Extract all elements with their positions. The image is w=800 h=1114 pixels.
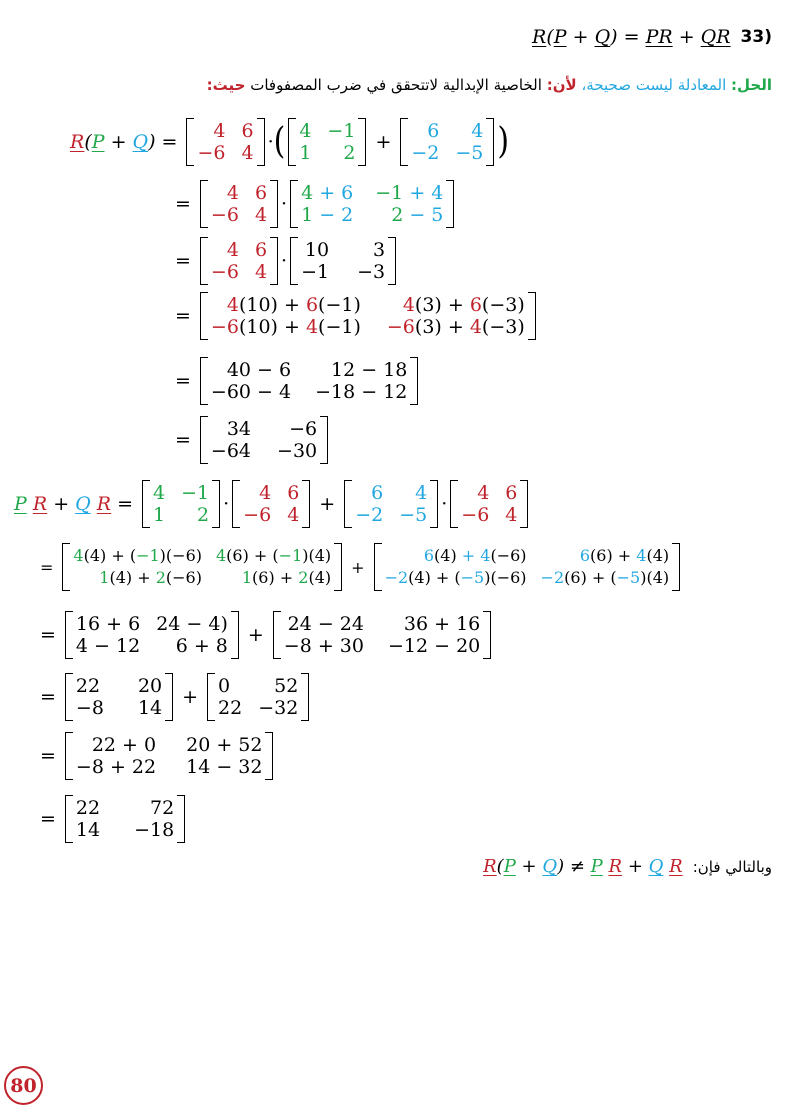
- problem-equation: R(P + Q) = PR + QR: [532, 26, 731, 48]
- conclusion-relation: R(P + Q) ≠ P R + Q R: [483, 856, 683, 877]
- solution-statement: [207, 76, 772, 94]
- solution-statement-text: المعادلة ليست صحيحة،: [581, 76, 727, 94]
- problem-header: [532, 26, 772, 48]
- matrix-Q: 6 4 −2 −5: [400, 118, 494, 166]
- conclusion: [483, 856, 772, 877]
- matrix-P: 4 −1 1 2: [288, 118, 366, 166]
- matrix-R: 4 6 −6 4: [186, 118, 264, 166]
- lhs-step-3: = 4 6 −6 4 · 10 3 −1 −3: [175, 237, 399, 285]
- lhs-step-4: = 4(10) + 6(−1) 4(3) + 6(−3) −6(10) + 4(−1) −6(3) + 4(−3): [175, 292, 539, 340]
- page-number-badge: [4, 1066, 43, 1105]
- reason-text: الخاصية الإبدالية لاتتحقق في ضرب المصفوفات: [250, 76, 542, 94]
- rhs-step-1: P R + Q R = 4 −1 1 2 · 4 6 −6 4 + 6 4 −2 −5 · 4 6 −6 4: [14, 480, 531, 528]
- page-number: 80: [10, 1074, 37, 1097]
- lhs-step-5: = 40 − 6 12 − 18 −60 − 4 −18 − 12: [175, 357, 421, 405]
- rhs-step-3: = 16 + 6 24 − 4) 4 − 12 6 + 8 + 24 − 24 36 + 16 −8 + 30 −12 − 20: [40, 611, 494, 659]
- because-label: لأن:: [546, 76, 577, 94]
- solution-label: الحل:: [731, 76, 772, 94]
- lhs-step-6: = 34 −6 −64 −30: [175, 416, 331, 464]
- rhs-step-2: = 4(4) + (−1)(−6) 4(6) + (−1)(4) 1(4) + 2(−6) 1(6) + 2(4) + 6(4) + 4(−6) 6(6) + 4(4) −2(4) + (−5)(−6) −2(6) + (−5)(4): [40, 543, 683, 591]
- rhs-step-4: = 22 20 −8 14 + 0 52 22 −32: [40, 673, 312, 721]
- where-label: حيث:: [206, 76, 246, 94]
- problem-number: 33): [740, 27, 772, 47]
- lhs-step-1: R(P + Q) = 4 6 −6 4 · ( 4 −1 1 2 + 6 4 −2 −5 ): [70, 120, 510, 164]
- conclusion-text: وبالتالي فإن:: [692, 857, 772, 876]
- rhs-step-6: = 22 72 14 −18: [40, 795, 188, 843]
- lhs-step-2: = 4 6 −6 4 · 4 + 6 −1 + 4 1 − 2 2 − 5: [175, 180, 457, 228]
- rhs-step-5: = 22 + 0 20 + 52 −8 + 22 14 − 32: [40, 732, 276, 780]
